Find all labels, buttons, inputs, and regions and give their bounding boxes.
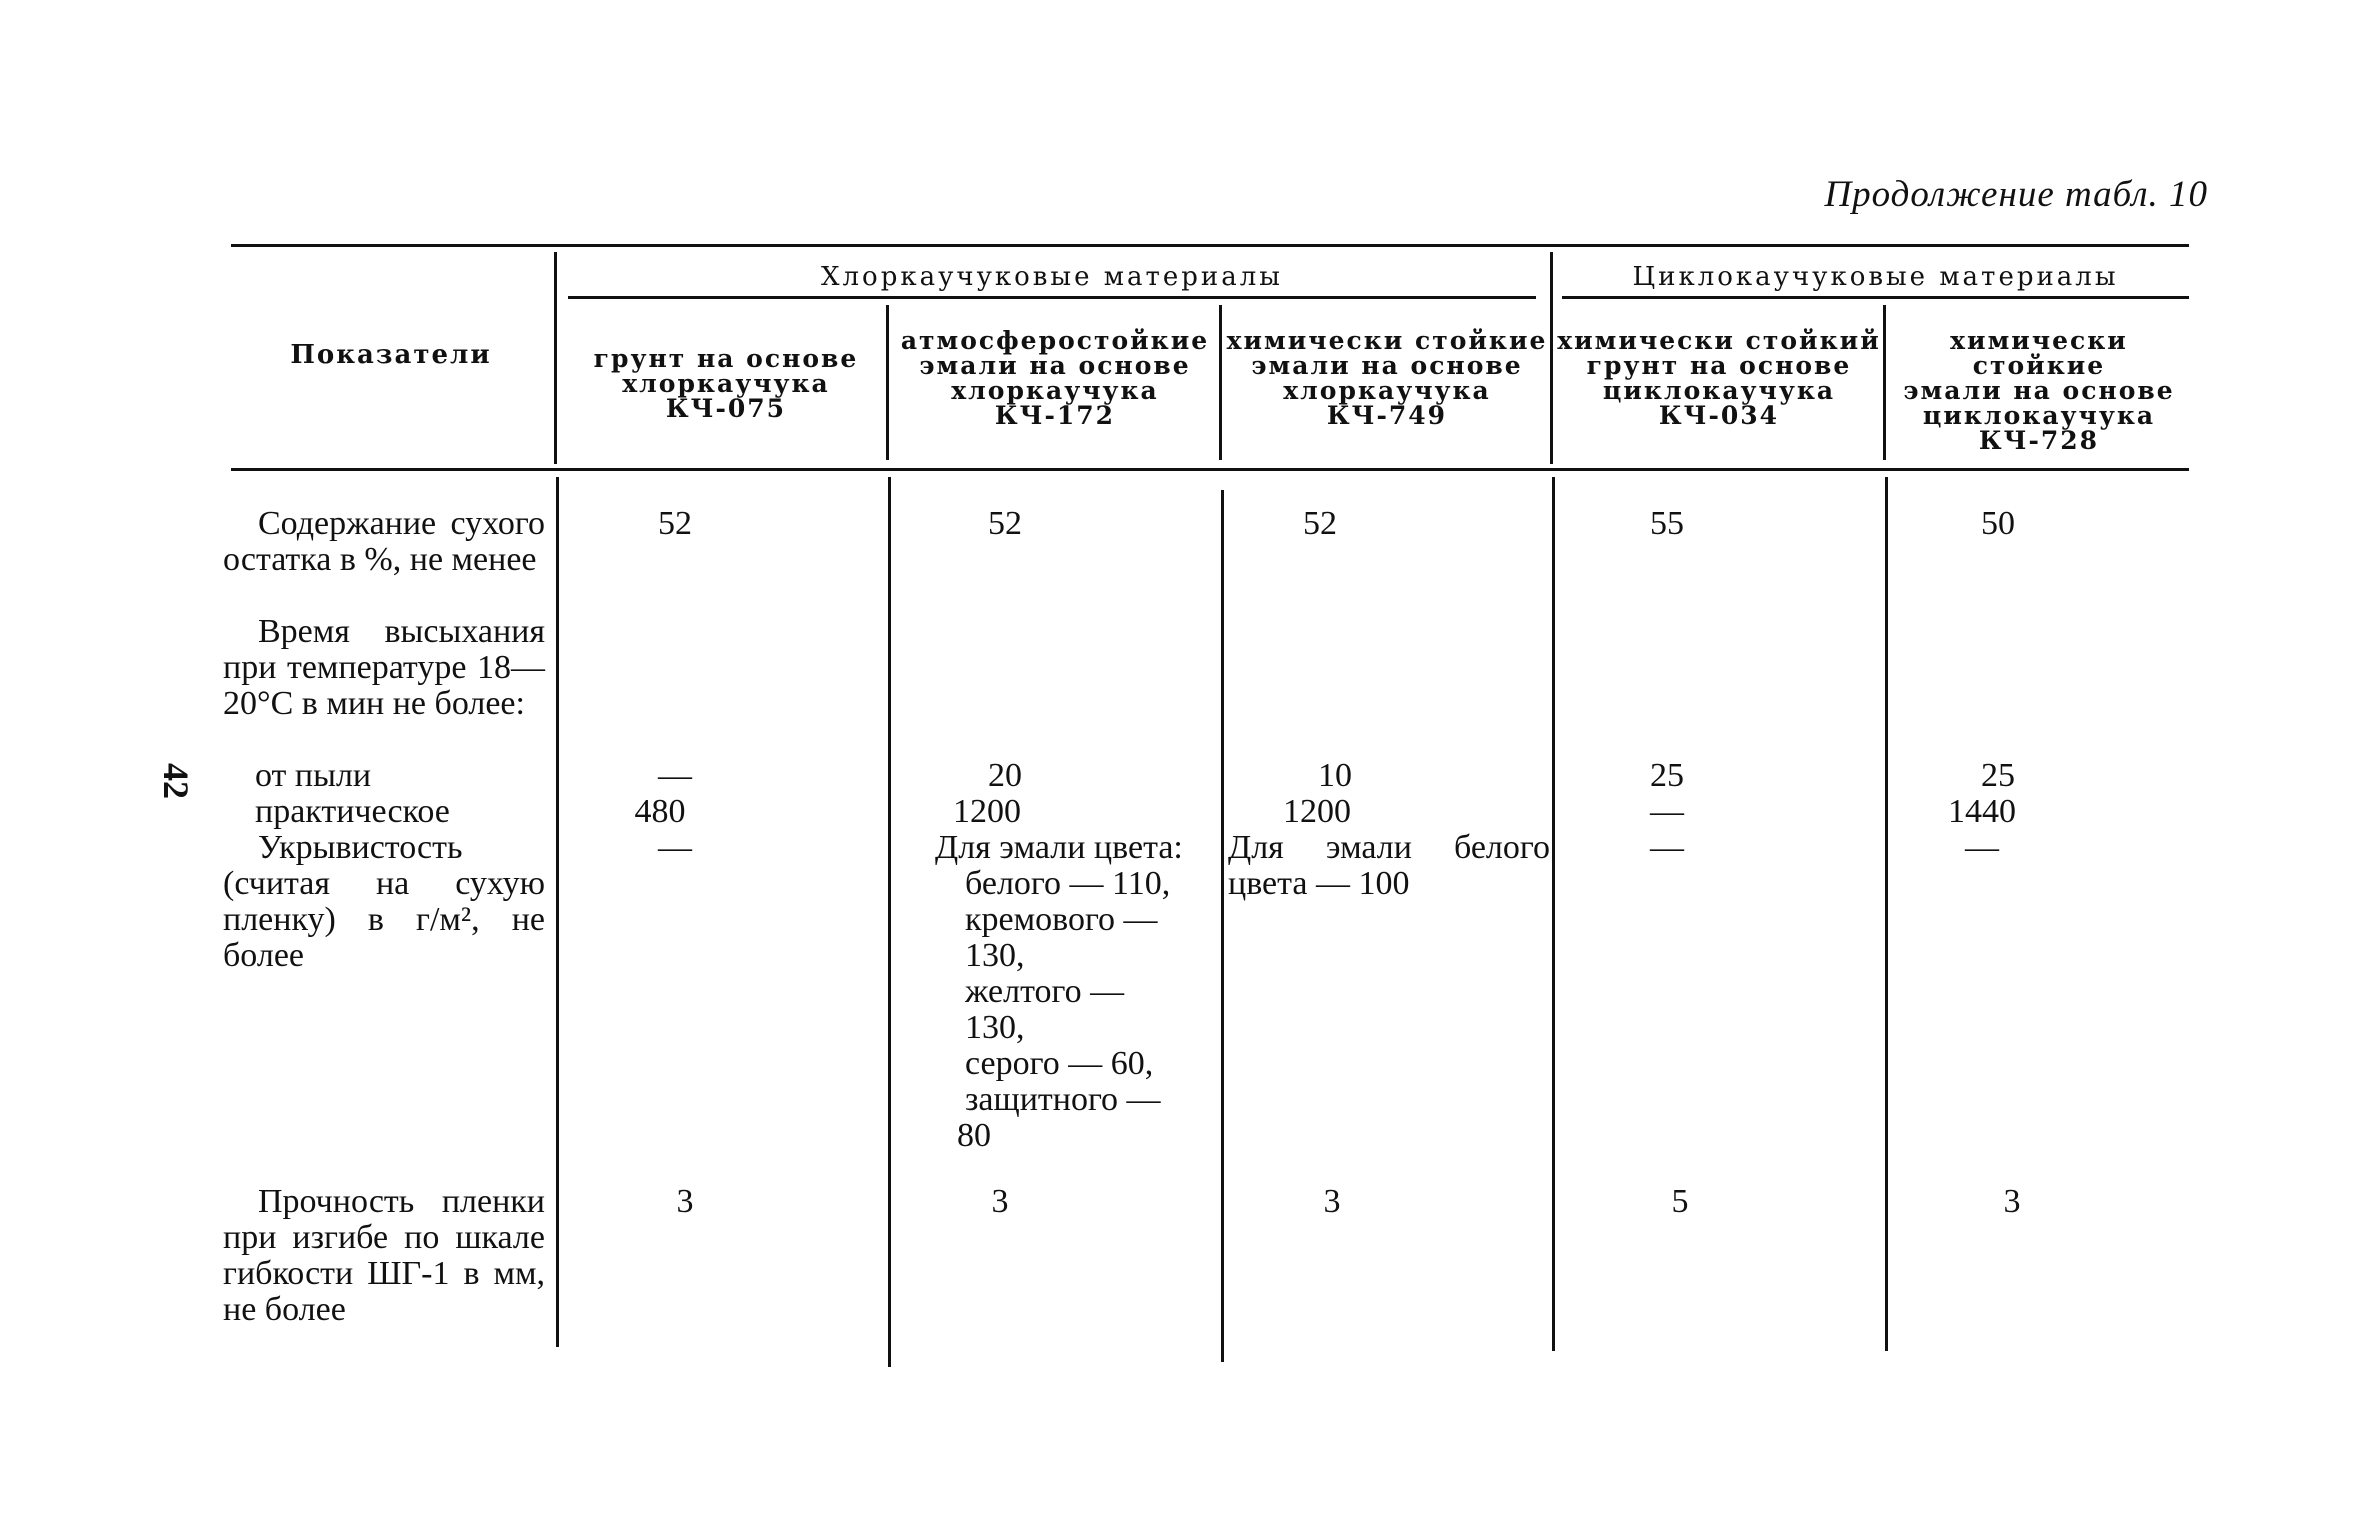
header-divider-1 [554, 252, 557, 464]
dry-residue-col-4: 55 [1650, 505, 1684, 542]
header-divider-2 [886, 305, 889, 460]
header-col-1: грунт на основе хлоркаучука КЧ-075 [593, 344, 859, 423]
hiding-power-col-4: — [1650, 829, 1684, 866]
row-label-dry-residue: Содержание сухого остатка в %, не менее [223, 505, 545, 578]
practical-col-2: 1200 [953, 793, 1021, 830]
body-divider-1 [556, 477, 559, 1347]
body-divider-3 [1221, 490, 1224, 1362]
bend-strength-col-5: 3 [2003, 1183, 2021, 1220]
dry-residue-col-3: 52 [1303, 505, 1337, 542]
practical-col-1: 480 [634, 793, 686, 830]
page-number: 42 [156, 763, 196, 799]
header-indicator: Показатели [290, 340, 492, 370]
header-bottom-rule [231, 468, 2189, 471]
practical-col-4: — [1650, 793, 1684, 830]
header-col-3: химически стойкие эмали на основе хлоркаучука КЧ-749 [1226, 326, 1548, 430]
header-divider-3 [1219, 305, 1222, 460]
from-dust-col-3: 10 [1318, 757, 1352, 794]
group-rule-chlor [568, 296, 1536, 299]
hiding-power-col-5: — [1965, 829, 1999, 866]
from-dust-col-4: 25 [1650, 757, 1684, 794]
bend-strength-col-1: 3 [676, 1183, 694, 1220]
bend-strength-col-4: 5 [1671, 1183, 1689, 1220]
body-divider-2 [888, 477, 891, 1367]
from-dust-col-5: 25 [1981, 757, 2015, 794]
hiding-power-col-1: — [658, 829, 692, 866]
bend-strength-col-2: 3 [991, 1183, 1009, 1220]
from-dust-col-2: 20 [988, 757, 1022, 794]
header-divider-5 [1883, 305, 1886, 460]
group-header-cyclo: Циклокаучуковые материалы [1632, 262, 2119, 292]
group-rule-cyclo [1562, 296, 2189, 299]
row-label-drying-time: Время высыхания при температуре 18—20°С в мин не более: [223, 613, 545, 722]
dry-residue-col-1: 52 [658, 505, 692, 542]
from-dust-col-1: — [658, 757, 692, 794]
hiding-power-col-2: Для эмали цвета: белого — 110, кремового — 130, желтого — 130, серого — 60, защитного — 80 [935, 829, 1183, 1154]
header-divider-4 [1550, 252, 1553, 464]
body-divider-4 [1552, 477, 1555, 1351]
body-divider-5 [1885, 477, 1888, 1351]
bend-strength-col-3: 3 [1323, 1183, 1341, 1220]
hiding-power-col-3: Для эмали белого цвета — 100 [1228, 829, 1550, 902]
row-label-bend-strength: Прочность пленки при изгибе по шкале гибкости ШГ-1 в мм, не более [223, 1183, 545, 1328]
dry-residue-col-5: 50 [1981, 505, 2015, 542]
dry-residue-col-2: 52 [988, 505, 1022, 542]
practical-col-5: 1440 [1948, 793, 2016, 830]
table-top-rule [231, 244, 2189, 247]
group-header-chlor: Хлоркаучуковые материалы [821, 262, 1283, 292]
header-col-2: атмосферостойкие эмали на основе хлоркаучука КЧ-172 [900, 326, 1210, 430]
row-label-practical: практическое [255, 793, 450, 830]
table-caption: Продолжение табл. 10 [1824, 174, 2208, 215]
row-label-from-dust: от пыли [255, 757, 372, 794]
header-col-4: химически стойкий грунт на основе циклокаучука КЧ-034 [1557, 326, 1881, 430]
practical-col-3: 1200 [1283, 793, 1351, 830]
header-col-5: химически стойкие эмали на основе циклокаучука КЧ-728 [1903, 326, 2175, 455]
row-label-hiding-power: Укрывистость (считая на сухую пленку) в г/м², не более [223, 829, 545, 974]
